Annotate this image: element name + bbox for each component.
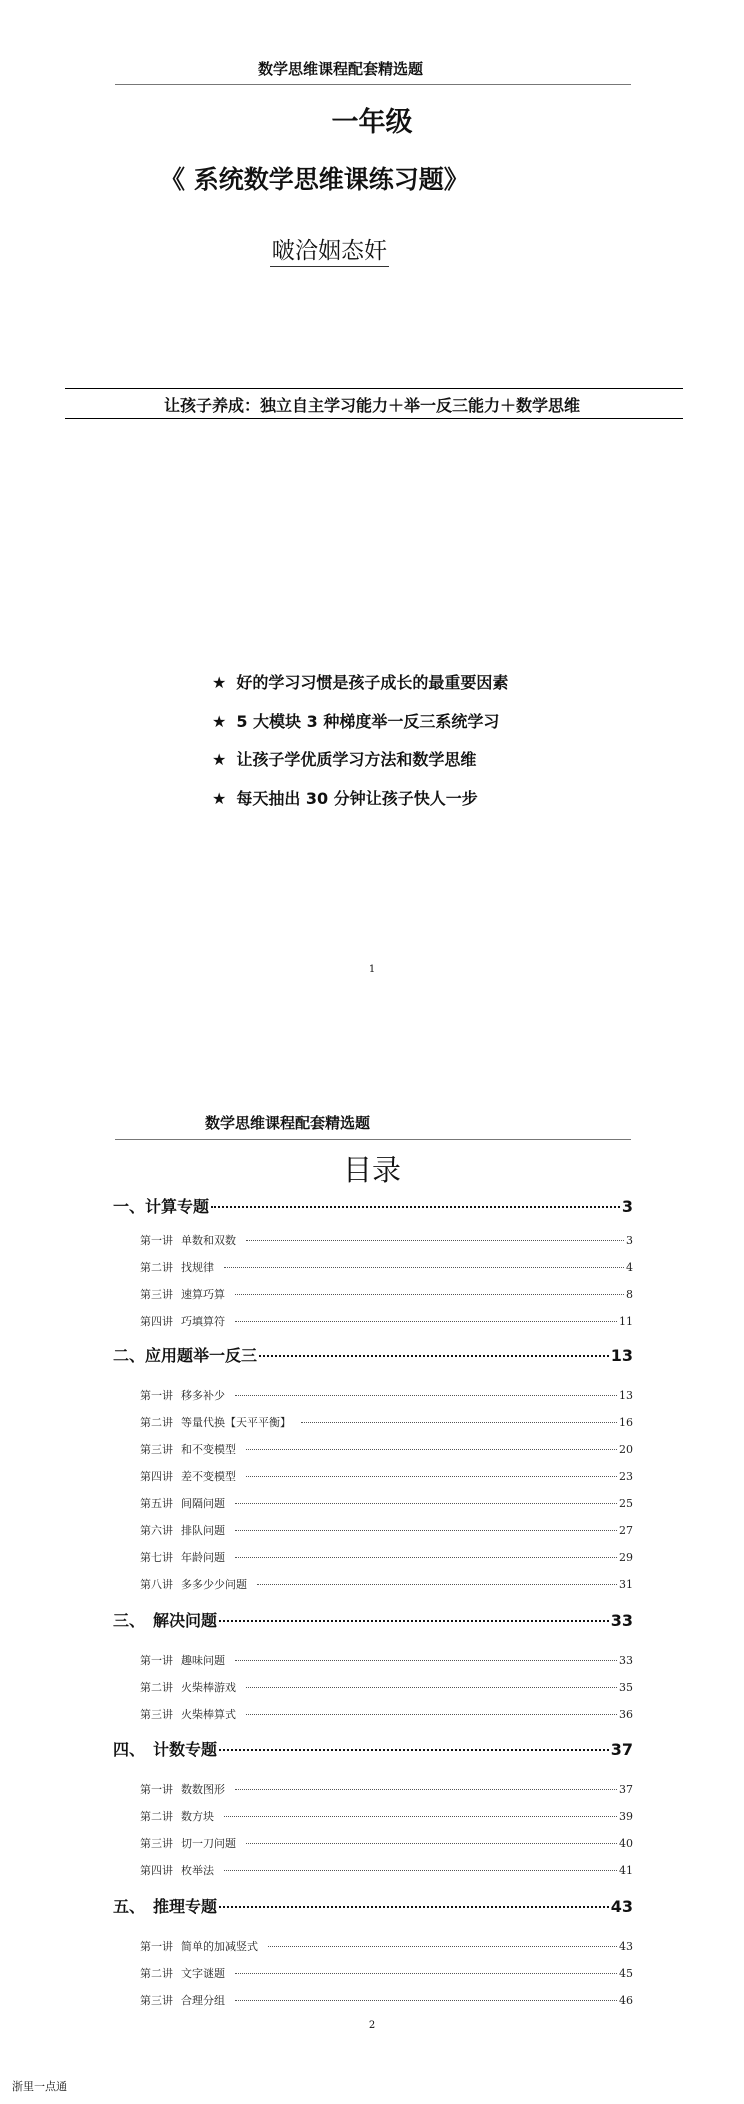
- toc-item[interactable]: 第二讲 等量代换【天平平衡】 16: [140, 1416, 633, 1429]
- toc-section[interactable]: 四、 计数专题 37: [113, 1740, 633, 1759]
- toc-item[interactable]: 第三讲 合理分组 46: [140, 1994, 633, 2007]
- slogan-bottom-rule: [65, 418, 683, 419]
- toc-item[interactable]: 第一讲 趣味问题 33: [140, 1654, 633, 1667]
- toc-item[interactable]: 第四讲 差不变模型 23: [140, 1470, 633, 1483]
- toc-item[interactable]: 第五讲 间隔问题 25: [140, 1497, 633, 1510]
- toc-section[interactable]: 一、计算专题 3: [113, 1197, 633, 1216]
- page-number: 1: [368, 964, 376, 975]
- footer-text: 浙里一点通: [12, 2080, 67, 2093]
- toc-section[interactable]: 二、应用题举一反三 13: [113, 1346, 633, 1365]
- star-icon: ★: [212, 673, 227, 692]
- page-number: 2: [368, 2020, 376, 2031]
- header-rule: [115, 84, 631, 85]
- signature: 啵洽姻态奸: [270, 232, 389, 267]
- toc-section[interactable]: 五、 推理专题 43: [113, 1897, 633, 1916]
- toc-item[interactable]: 第一讲 简单的加减竖式 43: [140, 1940, 633, 1953]
- toc-item[interactable]: 第八讲 多多少少问题 31: [140, 1578, 633, 1591]
- toc-item[interactable]: 第三讲 切一刀问题 40: [140, 1837, 633, 1850]
- toc-item[interactable]: 第一讲 数数图形 37: [140, 1783, 633, 1796]
- toc-item[interactable]: 第四讲 枚举法 41: [140, 1864, 633, 1877]
- toc-item[interactable]: 第二讲 数方块 39: [140, 1810, 633, 1823]
- toc-item[interactable]: 第二讲 文字谜题 45: [140, 1967, 633, 1980]
- toc-item[interactable]: 第一讲 移多补少 13: [140, 1389, 633, 1402]
- bullet-item: ★ 让孩子学优质学习方法和数学思维: [212, 750, 477, 769]
- slogan: 让孩子养成：独立自主学习能力＋举一反三能力＋数学思维: [163, 396, 580, 415]
- header-rule: [115, 1139, 631, 1140]
- toc-item[interactable]: 第二讲 找规律 4: [140, 1261, 633, 1274]
- bullet-item: ★ 每天抽出 30 分钟让孩子快人一步: [212, 789, 478, 808]
- bullet-item: ★ 好的学习习惯是孩子成长的最重要因素: [212, 673, 509, 692]
- star-icon: ★: [212, 750, 227, 769]
- toc-item[interactable]: 第七讲 年龄问题 29: [140, 1551, 633, 1564]
- toc-item[interactable]: 第六讲 排队问题 27: [140, 1524, 633, 1537]
- page2-header: 数学思维课程配套精选题: [205, 1114, 371, 1132]
- star-icon: ★: [212, 712, 227, 731]
- toc-section[interactable]: 三、 解决问题 33: [113, 1611, 633, 1630]
- slogan-top-rule: [65, 388, 683, 389]
- grade-title: 一年级: [331, 107, 413, 138]
- book-title: 《 系统数学思维课练习题》: [160, 165, 469, 194]
- bullet-item: ★ 5 大模块 3 种梯度举一反三系统学习: [212, 712, 500, 731]
- star-icon: ★: [212, 789, 227, 808]
- toc-title: 目录: [342, 1153, 401, 1187]
- toc-item[interactable]: 第三讲 火柴棒算式 36: [140, 1708, 633, 1721]
- page1-header: 数学思维课程配套精选题: [258, 60, 424, 78]
- toc-item[interactable]: 第一讲 单数和双数 3: [140, 1234, 633, 1247]
- toc-item[interactable]: 第三讲 和不变模型 20: [140, 1443, 633, 1456]
- toc-item[interactable]: 第三讲 速算巧算 8: [140, 1288, 633, 1301]
- toc-item[interactable]: 第四讲 巧填算符 11: [140, 1315, 633, 1328]
- toc-item[interactable]: 第二讲 火柴棒游戏 35: [140, 1681, 633, 1694]
